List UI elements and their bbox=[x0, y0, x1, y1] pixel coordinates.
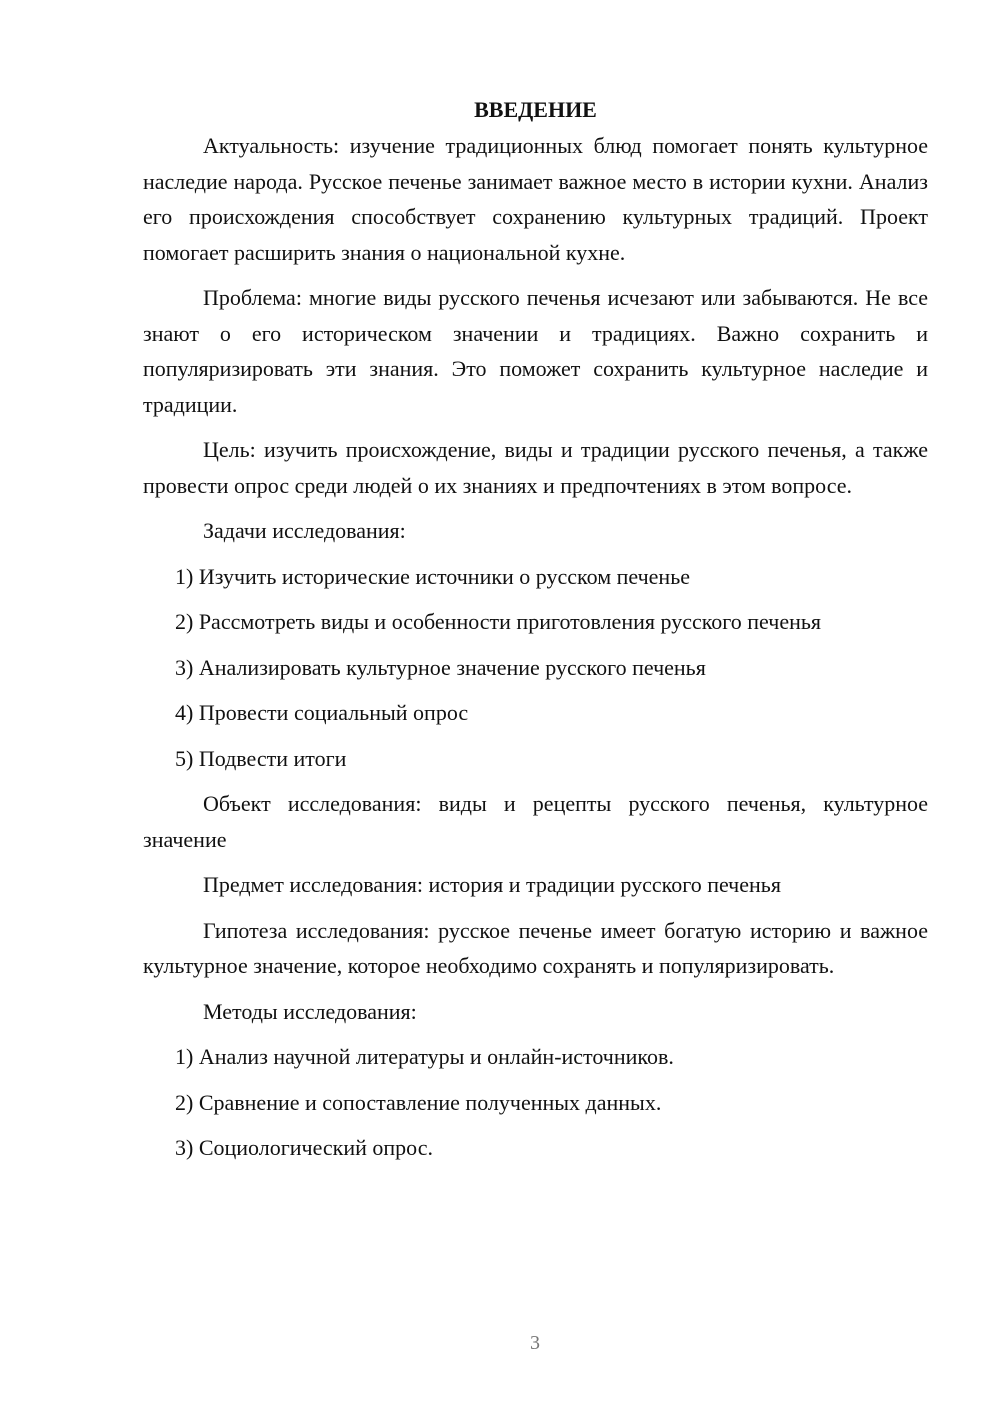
object-paragraph: Объект исследования: виды и рецепты русского печенья, культурное значение bbox=[143, 791, 928, 852]
document-page bbox=[143, 95, 928, 1176]
section-title: ВВЕДЕНИЕ bbox=[474, 97, 597, 122]
methods-list bbox=[143, 1039, 928, 1166]
method-item: 3) Социологический опрос. bbox=[175, 1135, 433, 1160]
task-item: 2) Рассмотреть виды и особенности приготовления русского печенья bbox=[175, 609, 822, 634]
tasks-heading: Задачи исследования: bbox=[203, 518, 406, 543]
method-item: 1) Анализ научной литературы и онлайн-источников. bbox=[175, 1044, 674, 1069]
relevance-paragraph: Актуальность: изучение традиционных блюд помогает понять культурное наследие народа. Русское печенье занимает важное место в истории кухни. Анализ его происхождения способствует сохранению культурных традиций. Проект помогает расширить знания о национальной кухне. bbox=[143, 133, 928, 265]
task-item: 1) Изучить исторические источники о русском печенье bbox=[175, 563, 691, 589]
hypothesis-paragraph: Гипотеза исследования: русское печенье имеет богатую историю и важное культурное значение, которое необходимо сохранять и популяризировать. bbox=[143, 917, 928, 978]
methods-heading: Методы исследования: bbox=[203, 998, 417, 1024]
page-number: 3 bbox=[530, 1332, 540, 1354]
task-item: 4) Провести социальный опрос bbox=[175, 700, 469, 725]
subject-paragraph: Предмет исследования: история и традиции русского печенья bbox=[203, 872, 781, 897]
goal-paragraph: Цель: изучить происхождение, виды и традиции русского печенья, а также провести опрос среди людей о их знаниях и предпочтениях в этом вопросе. bbox=[143, 437, 928, 498]
task-item: 5) Подвести итоги bbox=[175, 745, 347, 771]
problem-paragraph: Проблема: многие виды русского печенья исчезают или забываются. Не все знают о его историческом значении и традициях. Важно сохранить и популяризировать эти знания. Это поможет сохранить культурное наследие и традиции. bbox=[143, 285, 928, 417]
tasks-list bbox=[143, 559, 928, 777]
task-item: 3) Анализировать культурное значение русского печенья bbox=[175, 654, 706, 680]
method-item: 2) Сравнение и сопоставление полученных данных. bbox=[175, 1089, 662, 1115]
